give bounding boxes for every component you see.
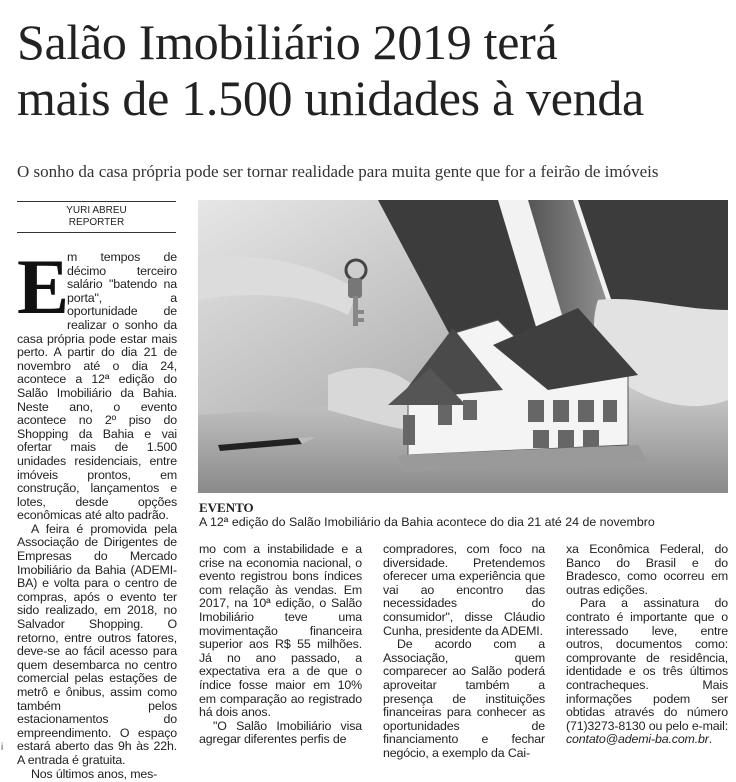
email-period: . <box>708 732 713 747</box>
article-column-4 <box>566 543 728 747</box>
paragraph-3: Nos últimos anos, mes- <box>31 766 158 781</box>
photo-caption <box>199 501 729 529</box>
contact-email: contato@ademi-ba.com.br <box>566 732 709 747</box>
article-column-3 <box>383 543 545 761</box>
paragraph-2: A feira é promovida pela Associação de Dirigentes de Empresas do Mercado Imobiliário da Bahia (ADEMI-BA) e volta para o centro de compras, após o evento ter sido realizado, em 2018, no Salvador Shopping. O retorno, entre outros fatores, deve-se ao fácil acesso para quem desembarca no centro comercial pelas estações de metrô e ônibus, assim como também pelos estacionamentos do empreendimento. O espaço estará aberto das 9h às 22h. A entrada é gratuita. <box>17 521 177 767</box>
house-and-key-photo <box>198 200 728 493</box>
headline-line-2: mais de 1.500 unidades à venda <box>17 70 644 126</box>
caption-label: EVENTO <box>199 500 254 515</box>
edge-mark: i <box>1 742 4 753</box>
byline-author: YURI ABREU <box>66 205 127 216</box>
paragraph-8: xa Econômica Federal, do Banco do Brasil e do Bradesco, como ocorreu em outras edições. <box>566 542 728 597</box>
subheadline: O sonho da casa própria pode ser tornar realidade para muita gente que for a feirão de imóveis <box>17 162 659 181</box>
paragraph-1: m tempos de décimo terceiro salário "batendo na porta", a oportunidade de realizar o sonho da casa própria pode estar mais perto. A partir do dia 21 de novembro até o dia 24, acontece a 12ª edição do Salão Imobiliário da Bahia. Neste ano, o evento acontece no 2º piso do Shopping da Bahia e vai ofertar mais de 1.500 unidades residenciais, entre imóveis prontos, em construção, lançamentos e lotes, desde opções econômicas até alto padrão. <box>17 250 177 523</box>
byline-role: REPORTER <box>68 217 125 228</box>
paragraph-6: compradores, com foco na diversidade. Pretendemos oferecer uma experiência que vai ao encontro das necessidades do consumidor", disse Cláudio Cunha, presidente da ADEMI. <box>383 542 545 638</box>
byline <box>17 201 176 233</box>
headline <box>17 14 727 126</box>
paragraph-5: "O Salão Imobiliário visa agregar diferentes perfis de <box>199 718 362 747</box>
paragraph-9 <box>566 597 728 747</box>
article-column-1 <box>17 243 177 781</box>
headline-line-1: Salão Imobiliário 2019 terá <box>17 14 558 70</box>
paragraph-4: mo com a instabilidade e a crise na economia nacional, o evento registrou bons índices com relação às vendas. Em 2017, na 10ª edição, o Salão Imobiliário teve uma movimentação financeira superior aos R$ 55 milhões. Já no ano passado, a expectativa era a de que o índice fosse maior em 10% em comparação ao registrado há dois anos. <box>199 542 362 720</box>
paragraph-9-text: Para a assinatura do contrato é importante que o interessado leve, entre outros, documentos como: comprovante de residência, identidade e os três últimos contracheques. Mais informações podem ser obtidas através do número (71)3273-8130 ou pelo e-mail: <box>566 596 728 733</box>
paragraph-7: De acordo com a Associação, quem comparecer ao Salão poderá aproveitar também a presença de instituições financeiras para conhecer as oportunidades de financiamento e fechar negócio, a exemplo da Cai- <box>383 637 545 760</box>
article-photo <box>198 200 728 493</box>
article-column-2 <box>199 543 362 747</box>
drop-cap: E <box>17 243 69 330</box>
caption-text: A 12ª edição do Salão Imobiliário da Bahia acontece do dia 21 até 24 de novembro <box>199 515 655 529</box>
